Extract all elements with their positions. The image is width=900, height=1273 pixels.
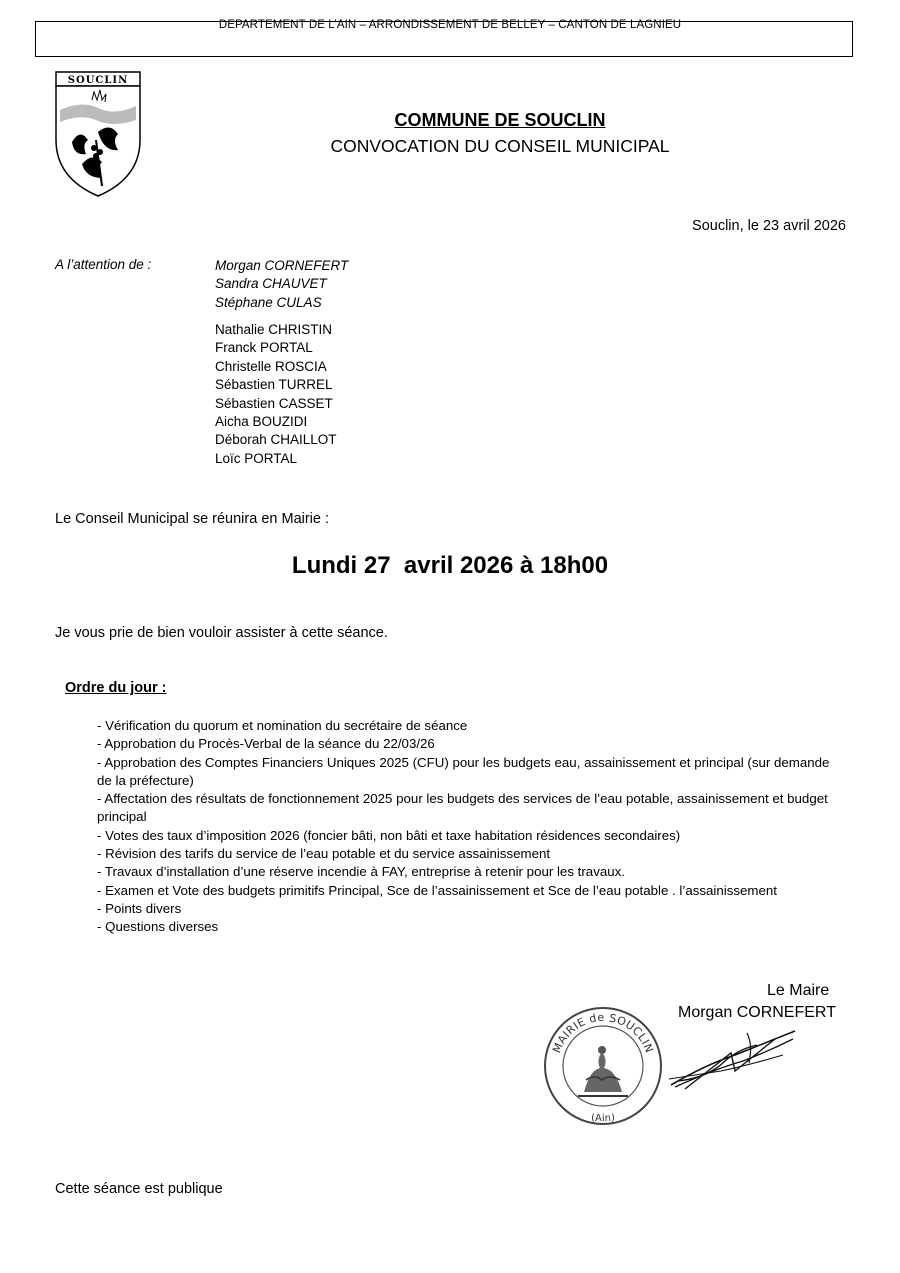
agenda-item: - Points divers [97, 900, 182, 916]
recipient-name: Aicha BOUZIDI [215, 414, 308, 430]
mayor-signature [665, 1025, 805, 1095]
agenda-title: Ordre du jour : [65, 680, 167, 696]
commune-title: COMMUNE DE SOUCLIN [394, 110, 606, 130]
mairie-seal-stamp [542, 1000, 664, 1130]
attention-names [215, 321, 337, 468]
agenda-item: - Votes des taux d’imposition 2026 (foncier bâti, non bâti et taxe habitation résidences secondaires) [97, 827, 681, 843]
header-text: DEPARTEMENT DE L’AIN – ARRONDISSEMENT DE BELLEY – CANTON DE LAGNIEU [218, 19, 682, 31]
recipient-name: Déborah CHAILLOT [215, 432, 337, 448]
meeting-intro: Le Conseil Municipal se réunira en Mairie : [55, 511, 330, 527]
recipient-name: Nathalie CHRISTIN [215, 322, 333, 337]
date-line: Souclin, le 23 avril 2026 [692, 218, 846, 234]
signatory-name: Morgan CORNEFERT [678, 1004, 836, 1021]
convocation-subtitle: CONVOCATION DU CONSEIL MUNICIPAL [330, 136, 670, 156]
agenda-item: - Travaux d’installation d’une réserve incendie à FAY, entreprise à retenir pour les travaux. [97, 864, 625, 880]
crest-label: SOUCLIN [67, 75, 129, 86]
public-session-note: Cette séance est publique [55, 1181, 223, 1197]
agenda-item: - Examen et Vote des budgets primitifs Principal, Sce de l’assainissement et Sce de l’eau potable . l’assainissement [97, 882, 777, 898]
agenda-item: - Questions diverses [97, 919, 219, 935]
attendance-request: Je vous prie de bien vouloir assister à cette séance. [55, 625, 388, 641]
agenda-item: - Approbation des Comptes Financiers Uniques 2025 (CFU) pour les budgets eau, assainissement et principal (sur demande de la préfecture) [97, 754, 830, 788]
agenda-item: - Affectation des résultats de fonctionnement 2025 pour les budgets des services de l’eau potable, assainissement et budget principal [97, 791, 828, 825]
recipient-name: Stéphane CULAS [215, 294, 322, 310]
recipient-name: Loïc PORTAL [215, 450, 298, 466]
agenda-item: - Approbation du Procès-Verbal de la séance du 22/03/26 [97, 736, 435, 752]
agenda-item: - Révision des tarifs du service de l’eau potable et du service assainissement [97, 846, 551, 862]
recipient-name: Sébastien TURREL [215, 377, 333, 393]
recipient-name: Franck PORTAL [215, 340, 313, 356]
seal-bottom-text: (Ain) [591, 1113, 615, 1124]
recipient-name: Sandra CHAUVET [215, 276, 327, 292]
attention-italic-names [215, 257, 348, 312]
meeting-datetime: Lundi 27 avril 2026 à 18h00 [291, 552, 609, 579]
seal-top-text: MAIRIE de SOUCLIN [550, 1010, 656, 1055]
attention-label: A l’attention de : [55, 257, 152, 272]
agenda-item: - Vérification du quorum et nomination du secrétaire de séance [97, 718, 468, 733]
recipient-name: Christelle ROSCIA [215, 358, 327, 374]
signatory-title: Le Maire [767, 982, 830, 999]
commune-crest-logo [52, 70, 144, 198]
recipient-name: Morgan CORNEFERT [215, 258, 349, 273]
agenda-list [97, 717, 837, 937]
recipient-name: Sébastien CASSET [215, 395, 333, 411]
